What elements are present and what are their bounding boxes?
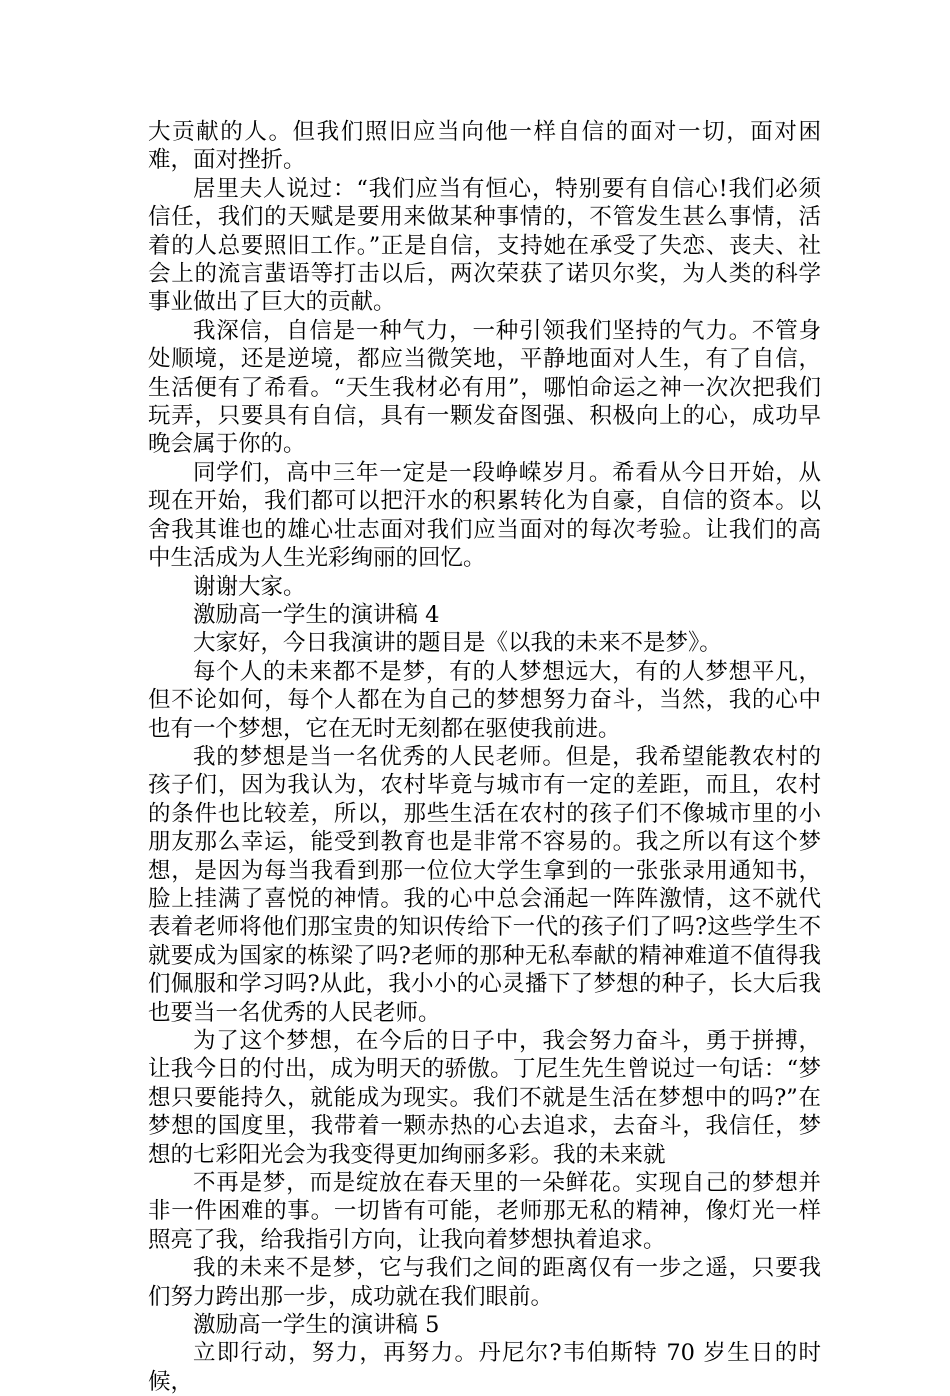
paragraph-1: 大贡献的人。但我们照旧应当向他一样自信的面对一切，面对困难，面对挫折。 — [148, 119, 821, 174]
paragraph-3: 我深信，自信是一种气力，一种引领我们坚持的气力。不管身处顺境，还是逆境，都应当微笑地，平静地面对人生，有了自信，生活便有了希看。“天生我材必有用”，哪怕命运之神一次次把我们玩弄，只要具有自信，具有一颗发奋图强、积极向上的心，成功早晚会属于你的。 — [148, 317, 821, 458]
paragraph-7: 大家好，今日我演讲的题目是《以我的未来不是梦》。 — [193, 630, 722, 657]
paragraph-9: 我的梦想是当一名优秀的人民老师。但是，我希望能教农村的孩子们，因为我认为，农村毕竟与城市有一定的差距，而且，农村的条件也比较差，所以，那些生活在农村的孩子们不像城市里的小朋友那么幸运，能受到教育也是非常不容易的。我之所以有这个梦想，是因为每当我看到那一位位大学生拿到的一张张录用通知书，脸上挂满了喜悦的神情。我的心中总会涌起一阵阵激情，这不就代表着老师将他们那宝贵的知识传给下一代的孩子们了吗?这些学生不就要成为国家的栋梁了吗?老师的那种无私奉献的精神难道不值得我们佩服和学习吗?从此，我小小的心灵播下了梦想的种子，长大后我也要当一名优秀的人民老师。 — [148, 743, 821, 1026]
paragraph-12: 我的未来不是梦，它与我们之间的距离仅有一步之遥，只要我们努力跨出那一步，成功就在我们眼前。 — [148, 1255, 821, 1310]
paragraph-14: 立即行动，努力，再努力。丹尼尔?韦伯斯特 70 岁生日的时候， — [148, 1340, 821, 1395]
paragraph-2: 居里夫人说过：“我们应当有恒心，特别要有自信心!我们必须信任，我们的天赋是要用来做某种事情的，不管发生甚么事情，活着的人总要照旧工作。”正是自信，支持她在承受了失恋、丧夫、社会上的流言蜚语等打击以后，两次荣获了诺贝尔奖，为人类的科学事业做出了巨大的贡献。 — [148, 175, 821, 316]
paragraph-4: 同学们，高中三年一定是一段峥嵘岁月。希看从今日开始，从现在开始，我们都可以把汗水的积累转化为自豪，自信的资本。以舍我其谁也的雄心壮志面对我们应当面对的每次考验。让我们的高中生活成为人生光彩绚丽的回忆。 — [148, 459, 821, 572]
document-body — [148, 118, 821, 1396]
section-heading-5: 激励高一学生的演讲稿 5 — [193, 1312, 440, 1339]
paragraph-11: 不再是梦，而是绽放在春天里的一朵鲜花。实现自己的梦想并非一件困难的事。一切皆有可能，老师那无私的精神，像灯光一样照亮了我，给我指引方向，让我向着梦想执着追求。 — [148, 1170, 821, 1253]
section-heading-4: 激励高一学生的演讲稿 4 — [193, 601, 440, 628]
paragraph-10: 为了这个梦想，在今后的日子中，我会努力奋斗，勇于拼搏，让我今日的付出，成为明天的骄傲。丁尼生先生曾说过一句话：“梦想只要能持久，就能成为现实。我们不就是生活在梦想中的吗?”在梦想的国度里，我带着一颗赤热的心去追求，去奋斗，我信任，梦想的七彩阳光会为我变得更加绚丽多彩。我的未来就 — [148, 1028, 821, 1168]
paragraph-5: 谢谢大家。 — [193, 573, 306, 600]
paragraph-8: 每个人的未来都不是梦，有的人梦想远大，有的人梦想平凡，但不论如何，每个人都在为自己的梦想努力奋斗，当然，我的心中也有一个梦想，它在无时无刻都在驱使我前进。 — [148, 658, 821, 742]
